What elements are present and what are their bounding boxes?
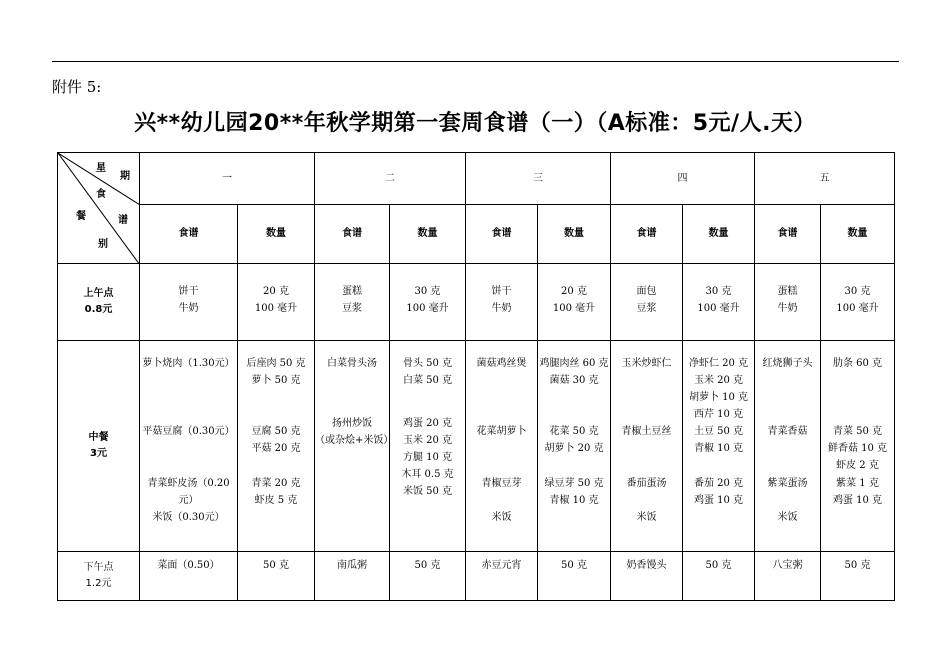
day-3-header: 三 — [466, 153, 611, 205]
annex-label: 附件 5: — [52, 78, 102, 96]
am-recipe-line: 蛋糕 — [342, 286, 362, 297]
pm-recipe-cell: 菜面（0.50） — [140, 552, 238, 601]
pm-quantity-cell: 50 克 — [683, 552, 755, 601]
noon-recipe-group — [611, 423, 682, 440]
am-recipe-line: 豆浆 — [636, 302, 657, 314]
day-5-header: 五 — [755, 153, 895, 205]
noon-quantity-line: 青菜 50 克 — [832, 426, 883, 437]
recipe-header: 食谱 — [466, 205, 538, 264]
noon-meal-label — [58, 341, 140, 552]
am-recipe-cell — [755, 264, 821, 341]
pm-quantity-cell: 50 克 — [238, 552, 315, 601]
am-recipe-cell — [315, 264, 390, 341]
noon-quantity-group — [538, 355, 610, 389]
noon-quantity-cell — [683, 341, 755, 552]
quantity-header: 数量 — [238, 205, 315, 264]
noon-recipe-group — [466, 423, 537, 440]
noon-recipe-line: 青椒豆芽 — [481, 478, 522, 489]
am-meal-label — [58, 264, 140, 341]
noon-quantity-group — [238, 475, 314, 509]
noon-recipe-group — [611, 475, 682, 492]
noon-quantity-line: 鸡蛋 10 克 — [832, 495, 883, 506]
noon-quantity-line: 净虾仁 20 克 — [688, 358, 749, 369]
noon-quantity-group — [821, 355, 894, 372]
noon-recipe-group — [466, 509, 537, 526]
noon-quantity-line: 青菜 20 克 — [251, 478, 301, 489]
noon-recipe-line: 花菜胡萝卜 — [476, 426, 527, 437]
pm-recipe-cell: 赤豆元宵 — [466, 552, 538, 601]
noon-recipe-group — [315, 355, 389, 372]
day-1-header: 一 — [140, 153, 315, 205]
am-quantity-cell — [390, 264, 466, 341]
am-recipe-cell — [611, 264, 683, 341]
noon-quantity-line: 胡萝卜 20 克 — [544, 443, 604, 454]
corner-meal-1: 餐 — [76, 211, 86, 222]
am-quantity-cell — [821, 264, 895, 341]
am-quantity-line: 100 毫升 — [406, 302, 449, 314]
noon-quantity-line: 鸡腿肉丝 60 克 — [539, 358, 609, 369]
noon-quantity-group — [683, 423, 754, 457]
am-snack-row — [58, 264, 895, 341]
noon-recipe-group — [611, 355, 682, 372]
noon-quantity-line: 绿豆芽 50 克 — [544, 478, 604, 489]
am-recipe-line: 牛奶 — [178, 302, 199, 314]
noon-quantity-line: 西芹 10 克 — [693, 409, 744, 420]
noon-recipe-group — [755, 475, 820, 492]
quantity-header: 数量 — [683, 205, 755, 264]
noon-recipe-line: 米饭 — [636, 512, 657, 523]
am-meal-name: 上午点 — [83, 288, 114, 299]
noon-quantity-group — [821, 475, 894, 509]
noon-recipe-group — [140, 423, 237, 440]
noon-quantity-line: 鸡蛋 10 克 — [693, 495, 744, 506]
noon-recipe-group — [140, 475, 237, 509]
noon-meal-name: 中餐 — [88, 432, 109, 443]
noon-recipe-line: 青菜虾皮汤（0.20元） — [147, 478, 230, 506]
noon-quantity-line: 青椒 10 克 — [693, 443, 744, 454]
noon-quantity-group — [238, 355, 314, 389]
pm-recipe-cell: 八宝粥 — [755, 552, 821, 601]
am-meal-price: 0.8元 — [84, 304, 113, 315]
noon-quantity-group — [538, 475, 610, 509]
day-2-header: 二 — [315, 153, 466, 205]
noon-recipe-line: 番茄蛋汤 — [626, 478, 667, 489]
noon-quantity-line: 菌菇 30 克 — [549, 375, 599, 386]
noon-quantity-line: 方腿 10 克 — [402, 452, 453, 463]
noon-recipe-line: 米饭 — [777, 512, 798, 523]
noon-quantity-cell — [238, 341, 315, 552]
corner-day-1: 星 — [96, 163, 106, 174]
day-4-header: 四 — [611, 153, 755, 205]
noon-recipe-group — [315, 415, 394, 449]
noon-quantity-group — [390, 415, 465, 500]
noon-recipe-group — [140, 355, 237, 372]
noon-quantity-line: 豆腐 50 克 — [251, 426, 301, 437]
noon-quantity-line: 虾皮 2 克 — [836, 460, 879, 471]
corner-cell — [58, 153, 140, 264]
noon-quantity-line: 鲜香菇 10 克 — [827, 443, 888, 454]
noon-quantity-line: 米饭 50 克 — [402, 486, 453, 497]
pm-meal-label — [58, 552, 140, 601]
noon-quantity-group — [821, 423, 894, 474]
corner-meal-2: 别 — [98, 239, 108, 250]
noon-quantity-line: 番茄 20 克 — [693, 478, 744, 489]
am-recipe-cell — [466, 264, 538, 341]
top-rule — [52, 61, 899, 62]
noon-quantity-line: 后座肉 50 克 — [246, 358, 306, 369]
noon-recipe-cell — [466, 341, 538, 552]
am-quantity-line: 20 克 — [263, 286, 289, 297]
pm-meal-name: 下午点 — [83, 562, 114, 573]
noon-quantity-line: 青椒 10 克 — [549, 495, 599, 506]
noon-quantity-line: 白菜 50 克 — [402, 375, 453, 386]
noon-recipe-line: 青椒土豆丝 — [621, 426, 672, 437]
noon-recipe-group — [755, 355, 820, 372]
noon-quantity-line: 紫菜 1 克 — [836, 478, 879, 489]
am-quantity-line: 30 克 — [705, 286, 732, 297]
noon-recipe-line: （或杂烩+米饭） — [315, 435, 394, 446]
day-header-row — [58, 153, 895, 205]
noon-recipe-line: 扬州炒饭 — [332, 418, 372, 429]
noon-quantity-line: 玉米 20 克 — [402, 435, 453, 446]
quantity-header: 数量 — [821, 205, 895, 264]
noon-quantity-cell — [390, 341, 466, 552]
am-recipe-line: 牛奶 — [777, 302, 798, 314]
noon-recipe-group — [611, 509, 682, 526]
noon-recipe-line: 玉米炒虾仁 — [621, 358, 672, 369]
lunch-row — [58, 341, 895, 552]
am-quantity-line: 100 毫升 — [836, 302, 879, 314]
noon-quantity-group — [538, 423, 610, 457]
noon-quantity-line: 虾皮 5 克 — [254, 495, 298, 506]
am-recipe-line: 饼干 — [178, 286, 199, 297]
pm-snack-row — [58, 552, 895, 601]
recipe-header: 食谱 — [755, 205, 821, 264]
noon-quantity-line: 玉米 20 克 — [693, 375, 744, 386]
noon-quantity-group — [683, 475, 754, 509]
am-quantity-cell — [538, 264, 611, 341]
noon-recipe-line: 萝卜烧肉（1.30元） — [142, 358, 235, 369]
noon-quantity-line: 鸡蛋 20 克 — [402, 418, 453, 429]
noon-quantity-group — [683, 355, 754, 423]
pm-meal-price: 1.2元 — [85, 578, 112, 589]
am-quantity-line: 100 毫升 — [697, 302, 740, 314]
noon-recipe-line: 青菜香菇 — [767, 426, 808, 437]
sub-header-row — [58, 205, 895, 264]
am-recipe-line: 饼干 — [491, 286, 512, 297]
noon-recipe-line: 平菇豆腐（0.30元） — [142, 426, 235, 437]
am-quantity-line: 30 克 — [844, 286, 871, 297]
noon-meal-price: 3元 — [90, 448, 107, 459]
am-quantity-line: 30 克 — [414, 286, 441, 297]
noon-quantity-group — [390, 355, 465, 389]
am-quantity-line: 100 毫升 — [254, 302, 298, 314]
noon-quantity-line: 骨头 50 克 — [402, 358, 453, 369]
noon-recipe-line: 米饭 — [491, 512, 512, 523]
recipe-header: 食谱 — [140, 205, 238, 264]
noon-recipe-cell — [755, 341, 821, 552]
page-title: 兴**幼儿园20**年秋学期第一套周食谱（一）（A标准：5元/人.天） — [134, 111, 816, 136]
noon-recipe-cell — [611, 341, 683, 552]
noon-recipe-line: 红烧狮子头 — [762, 358, 813, 369]
noon-quantity-line: 肋条 60 克 — [832, 358, 883, 369]
pm-recipe-cell: 南瓜粥 — [315, 552, 390, 601]
noon-recipe-line: 白菜骨头汤 — [327, 358, 377, 369]
pm-recipe-cell: 奶香馒头 — [611, 552, 683, 601]
noon-quantity-line: 萝卜 50 克 — [251, 375, 301, 386]
noon-quantity-group — [238, 423, 314, 457]
am-quantity-line: 20 克 — [561, 286, 587, 297]
noon-quantity-cell — [538, 341, 611, 552]
pm-quantity-cell: 50 克 — [538, 552, 611, 601]
pm-quantity-cell: 50 克 — [390, 552, 466, 601]
noon-recipe-line: 米饭（0.30元） — [152, 512, 225, 523]
corner-recipe-2: 谱 — [118, 215, 128, 226]
am-quantity-line: 100 毫升 — [552, 302, 596, 314]
corner-day-2: 期 — [120, 171, 130, 182]
noon-quantity-line: 木耳 0.5 克 — [401, 469, 454, 480]
noon-quantity-line: 土豆 50 克 — [693, 426, 744, 437]
am-recipe-line: 蛋糕 — [777, 286, 798, 297]
noon-recipe-group — [140, 509, 237, 526]
noon-quantity-line: 平菇 20 克 — [251, 443, 301, 454]
noon-quantity-line: 胡萝卜 10 克 — [688, 392, 749, 403]
am-recipe-line: 面包 — [636, 286, 657, 297]
pm-quantity-cell: 50 克 — [821, 552, 895, 601]
noon-recipe-line: 紫菜蛋汤 — [767, 478, 808, 489]
noon-recipe-line: 菌菇鸡丝煲 — [476, 358, 527, 369]
noon-recipe-group — [755, 423, 820, 440]
am-recipe-line: 豆浆 — [342, 302, 362, 314]
recipe-header: 食谱 — [315, 205, 390, 264]
noon-recipe-group — [466, 355, 537, 372]
am-quantity-cell — [238, 264, 315, 341]
quantity-header: 数量 — [390, 205, 466, 264]
am-quantity-cell — [683, 264, 755, 341]
noon-recipe-cell — [140, 341, 238, 552]
am-recipe-cell — [140, 264, 238, 341]
weekly-menu-table — [57, 152, 895, 601]
noon-recipe-cell — [315, 341, 394, 552]
noon-quantity-cell — [821, 341, 895, 552]
corner-recipe-1: 食 — [96, 189, 106, 200]
noon-recipe-group — [755, 509, 820, 526]
am-recipe-line: 牛奶 — [491, 302, 512, 314]
noon-quantity-line: 花菜 50 克 — [549, 426, 599, 437]
quantity-header: 数量 — [538, 205, 611, 264]
recipe-header: 食谱 — [611, 205, 683, 264]
noon-recipe-group — [466, 475, 537, 492]
